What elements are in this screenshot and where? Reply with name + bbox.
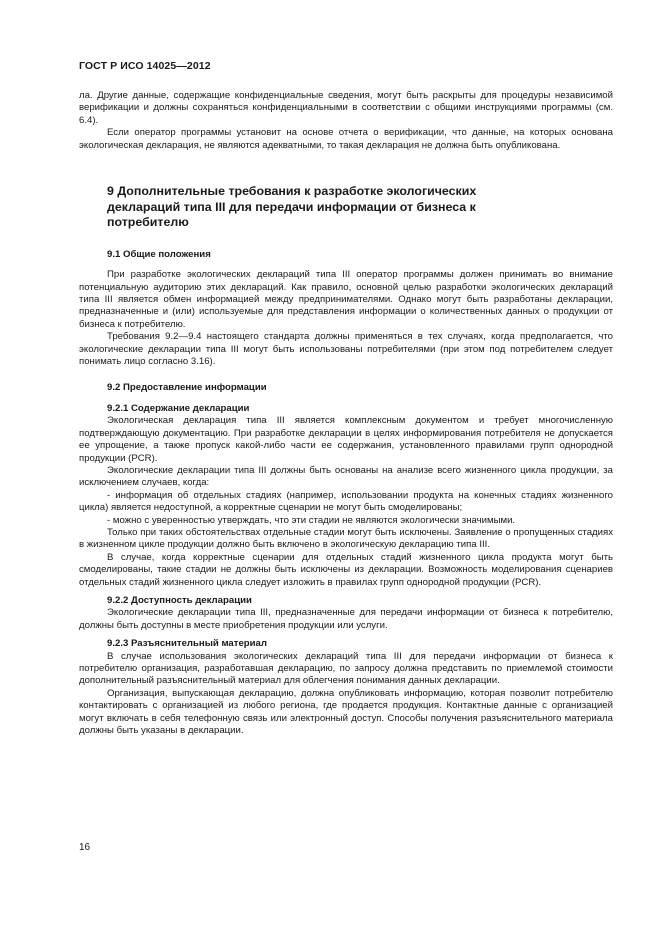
page-content — [79, 90, 613, 737]
section-9-2-1-list-item-1: - информация об отдельных стадиях (например, использовании продукта на конечных стадиях жизненного цикла) является недоступной, а корректные сценарии не могут быть смоделированы; — [79, 489, 613, 514]
section-9-2-1-paragraph-4: В случае, когда корректные сценарии для отдельных стадий жизненного цикла продукта могут быть смоделированы, такие стадии не должны быть исключены из декларации. Возможность моделирования сценариев отдельных стадий жизненного цикла следует изложить в правилах групп однородной продукции (PCR). — [79, 551, 613, 588]
section-9-2-2-title: 9.2.2 Доступность декларации — [107, 594, 252, 606]
intro-paragraph-1: ла. Другие данные, содержащие конфиденциальные сведения, могут быть раскрыты для процедуры независимой верификации и должны сохраняться конфиденциальными в соответствии с общими инструкциями программы (см. 6.4). — [79, 90, 613, 126]
section-9-1-paragraph-1: При разработке экологических деклараций типа III оператор программы должен принимать во внимание потенциальную аудиторию этих деклараций. Как правило, основной целью разработки экологических деклараций типа III является обмен информацией между предпринимателями. Однако могут быть разработаны декларации, предназначенные и (или) используемые для представления информации о количественных данных о продукции от бизнеса к потребителю. — [79, 269, 613, 330]
section-9-2-title: 9.2 Предоставление информации — [107, 382, 267, 394]
section-9-1-title: 9.1 Общие положения — [107, 248, 211, 260]
section-9-2-1-list-item-2: - можно с уверенностью утверждать, что эти стадии не являются экологически значимыми. — [107, 514, 516, 526]
section-9-2-1-title: 9.2.1 Содержание декларации — [107, 402, 250, 414]
section-9-2-3-paragraph-2: Организация, выпускающая декларацию, должна опубликовать информацию, которая позволит потребителю контактировать с организацией из любого региона, где продается продукция. Контактные данные с организацией могут включать в себя телефонную связь или электронный доступ. Способы получения разъяснительного материала должны быть указаны в декларации. — [79, 687, 613, 737]
section-9-2-1-paragraph-2: Экологические декларации типа III должны быть основаны на анализе всего жизненного цикла продукции, за исключением случаев, когда: — [79, 464, 613, 489]
section-9-2-1-paragraph-1: Экологическая декларация типа III является комплексным документом и требует многочисленную подтверждающую документацию. При разработке декларации в целях информирования потребителя не допускается ее упрощение, а также пропуск какой-либо части ее содержания, установленного правилами групп однородной продукции (PCR). — [79, 415, 613, 464]
intro-paragraph-2: Если оператор программы установит на основе отчета о верификации, что данные, на которых основана экологическая декларация, не являются адекватными, то такая декларация не должна быть опубликована. — [79, 127, 613, 151]
section-9-title: 9 Дополнительные требования к разработке экологических деклараций типа III для передачи информации от бизнеса к потребителю — [107, 184, 477, 230]
section-9-1-paragraph-2: Требования 9.2—9.4 настоящего стандарта должны применяться в тех случаях, когда предполагается, что экологические декларации типа III могут быть использованы потребителями (при этом под потребителем следует понимать лицо согласно 3.16). — [79, 331, 613, 368]
section-9-2-2-paragraph-1: Экологические декларации типа III, предназначенные для передачи информации от бизнеса к потребителю, должны быть доступны в месте приобретения продукции или услуги. — [79, 607, 613, 631]
page-number: 16 — [79, 842, 91, 853]
section-9-2-1-paragraph-3: Только при таких обстоятельствах отдельные стадии могут быть исключены. Заявление о пропущенных стадиях в жизненном цикле продукции должно быть включено в экологическую декларацию типа III. — [79, 526, 613, 551]
section-9-2-3-paragraph-1: В случае использования экологических деклараций типа III для передачи информации от бизнеса к потребителю организация, разработавшая декларацию, по запросу должна представить по приемлемой стоимости дополнительный разъяснительный материал для облегчения понимания данных декларации. — [79, 650, 613, 687]
document-header: ГОСТ Р ИСО 14025—2012 — [79, 60, 211, 72]
section-9-2-3-title: 9.2.3 Разъяснительный материал — [107, 638, 267, 650]
